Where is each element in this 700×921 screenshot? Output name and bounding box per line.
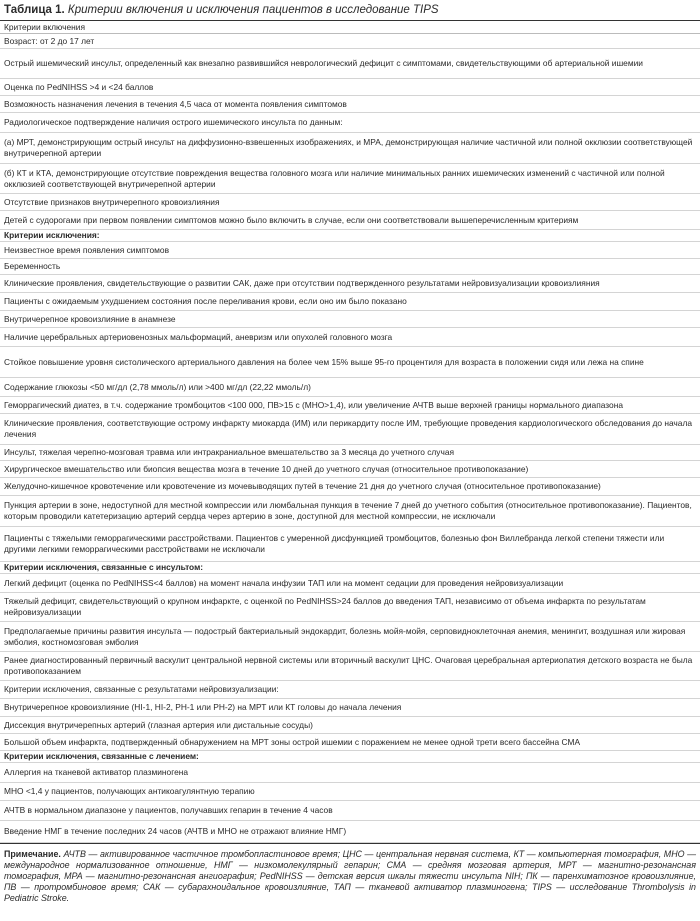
table-header-row [0,21,700,34]
criterion-text: Пациенты с тяжелыми геморрагическими расстройствами. Пациентов с умеренной дисфункцией тромбоцитов, болезнью фон Виллебранда легкой степени тяжести или другими легкими геморрагическими расстройствами не исключали [4,533,665,554]
table-row [0,699,700,717]
table-row [0,230,700,242]
table-row [0,622,700,652]
table-row [0,242,700,259]
table-row [0,34,700,49]
criterion-text: Содержание глюкозы <50 мг/дл (2,78 ммоль/л) или >400 мг/дл (22,22 ммоль/л) [4,381,311,392]
table-row [0,652,700,681]
table-row [0,414,700,445]
criterion-text: Геморрагический диатез, в т.ч. содержание тромбоцитов <100 000, ПВ>15 с (МНО>1,4), или увеличение АЧТВ выше верхней границы нормального диапазона [4,399,623,410]
table-number: Таблица 1. [4,4,65,16]
section-heading: Критерии исключения, связанные с лечением: [4,751,199,762]
table-title [0,0,700,20]
criterion-text: Критерии исключения, связанные с результатами нейровизуализации: [4,684,279,695]
criterion-text: Клинические проявления, свидетельствующие о развитии САК, даже при отсутствии подтвержденного результатами нейровизуализации кровоизлияния [4,278,600,289]
criterion-text: Внутричерепное кровоизлияние (HI-1, HI-2, PH-1 или PH-2) на МРТ или КТ головы до начала лечения [4,702,402,713]
criterion-text: Клинические проявления, соответствующие острому инфаркту миокарда (ИМ) или перикардиту после ИМ, требующие проведения кардиологического обследования до начала лечения [4,418,692,439]
table-row [0,734,700,751]
table-caption: Критерии включения и исключения пациентов в исследование TIPS [67,4,439,16]
table-row [0,49,700,79]
criterion-text: Желудочно-кишечное кровотечение или кровотечение из мочевыводящих путей в течение 21 дня до учетного случая (относительное противопоказание) [4,481,601,492]
criterion-text: Отсутствие признаков внутричерепного кровоизлияния [4,196,220,207]
table-row [0,496,700,527]
table-row [0,133,700,164]
criterion-text: Введение НМГ в течение последних 24 часов (АЧТВ и МНО не отражают влияние НМГ) [4,826,347,837]
criterion-text: Пациенты с ожидаемым ухудшением состояния после переливания крови, если оно им было показано [4,296,407,307]
table-row [0,194,700,211]
criterion-text: (б) КТ и КТА, демонстрирующие отсутствие повреждения вещества головного мозга или наличие минимальных ранних ишемических изменений с частичной или полной окклюзией соответствующей внутричерепной артерии [4,167,665,189]
criterion-text: Диссекция внутричерепных артерий (глазная артерия или дистальные сосуды) [4,719,313,730]
table-row [0,347,700,378]
table-row [0,527,700,562]
table-row [0,821,700,843]
criterion-text: Неизвестное время появления симптомов [4,244,170,255]
criterion-text: Большой объем инфаркта, подтвержденный обнаружением на МРТ зоны острой ишемии с поражением не менее одной трети всего бассейна СМА [4,736,581,747]
section-heading: Критерии исключения, связанные с инсультом: [4,562,204,573]
criterion-text: Детей с судорогами при первом появлении симптомов можно было включить в случае, если они соответствовали вышеперечисленным критериям [4,214,579,225]
section-heading: Критерии исключения: [4,230,100,241]
table-row [0,293,700,311]
table-row [0,311,700,328]
criterion-text: Возраст: от 2 до 17 лет [4,35,95,46]
criterion-text: Внутричерепное кровоизлияние в анамнезе [4,313,176,324]
criterion-text: Оценка по PedNIHSS >4 и <24 баллов [4,81,154,92]
criterion-text: МНО <1,4 у пациентов, получающих антикоагулянтную терапию [4,786,255,797]
table-row [0,574,700,593]
criterion-text: (а) МРТ, демонстрирующим острый инсульт на диффузионно-взвешенных изображениях, и МРА, демонстрирующая наличие частичной или полной окклюзии соответствующей внутричерепной артерии [4,137,693,158]
table-row [0,79,700,96]
criterion-text: Ранее диагностированный первичный васкулит центральной нервной системы или вторичный васкулит ЦНС. Очаговая церебральная артериопатия детского возраста не была противопоказанием [4,655,693,676]
table-row [0,211,700,230]
table-row [0,259,700,275]
criterion-text: Радиологическое подтверждение наличия острого ишемического инсульта по данным: [4,117,343,128]
table-row [0,96,700,113]
criterion-text: Возможность назначения лечения в течения 4,5 часа от момента появления симптомов [4,98,347,109]
footnote-label: Примечание. [4,849,61,859]
table-row [0,164,700,194]
table-row [0,461,700,478]
table-row [0,328,700,347]
table-row [0,783,700,801]
table-row [0,763,700,783]
table-row [0,397,700,414]
criterion-text: Беременность [4,261,61,272]
criterion-text: Предполагаемые причины развития инсульта — подострый бактериальный эндокардит, болезнь мойя-мойя, серповидноклеточная анемия, менингит, воздушная или жировая эмболия, костномозговая эмболия [4,625,686,647]
criterion-text: Стойкое повышение уровня систолического артериального давления на более чем 15% выше 95-го процентиля для возраста в положении сидя или лежа на спине [4,356,644,367]
table-row [0,445,700,461]
criterion-text: Легкий дефицит (оценка по PedNIHSS<4 баллов) на момент начала инфузии ТАП или на момент седации для проведения нейровизуализации [4,577,564,588]
criterion-text: Тяжелый дефицит, свидетельствующий о крупном инфаркте, с оценкой по PedNIHSS>24 баллов до введения ТАП, независимо от объема инфаркта по результатам нейровизуализации [4,596,646,617]
criterion-text: Критерии включения [4,21,86,32]
table-row [0,113,700,133]
criterion-text: Инсульт, тяжелая черепно-мозговая травма или интракраниальное вмешательство за 3 месяца до учетного случая [4,447,455,458]
criterion-text: АЧТВ в нормальном диапазоне у пациентов, получавших гепарин в течение 4 часов [4,805,333,816]
table-row [0,751,700,763]
table-row [0,378,700,397]
table-row [0,275,700,293]
table-row [0,717,700,734]
table-footnote [0,844,700,904]
table-row [0,593,700,622]
table-row [0,681,700,699]
table-row [0,801,700,821]
criterion-text: Хирургическое вмешательство или биопсия вещества мозга в течение 10 дней до учетного случая (относительное противопоказание) [4,463,529,474]
criterion-text: Пункция артерии в зоне, недоступной для местной компрессии или люмбальная пункция в течение 7 дней до учетного события (относительное противопоказание). Пациентов, которым проводили катетеризацию артерий сердца через артерию в зоне, доступной для местной компрессии, не исключали [4,500,692,521]
criterion-text: Наличие церебральных артериовенозных мальформаций, аневризм или опухолей головного мозга [4,331,393,342]
footnote-text: АЧТВ — активированное частичное тромбопластиновое время; ЦНС — центральная нервная система, КТ — компьютерная томография, МНО — международное нормализованное отношение, НМГ — низкомолекулярный гепарин; СМА — средняя мозговая артерия, МРТ — магнитно-резонансная томография, МРА — магнитно-резонансная ангиография; PedNIHSS — детская версия шкалы тяжести инсульта NIH; ПК — паренхиматозное кровоизлияние, ПВ — протромбиновое время; САК — субарахноидальное кровоизлияние, ТАП — тканевой активатор плазминогена; TIPS — исследование Thrombolysis in Pediatric Stroke. [4,849,696,903]
table-row [0,562,700,574]
criterion-text: Аллергия на тканевой активатор плазминогена [4,767,189,778]
criteria-table [0,21,700,843]
criterion-text: Острый ишемический инсульт, определенный как внезапно развившийся неврологический дефицит с симптомами, свидетельствующими об артериальной ишемии [4,58,643,69]
table-row [0,478,700,496]
